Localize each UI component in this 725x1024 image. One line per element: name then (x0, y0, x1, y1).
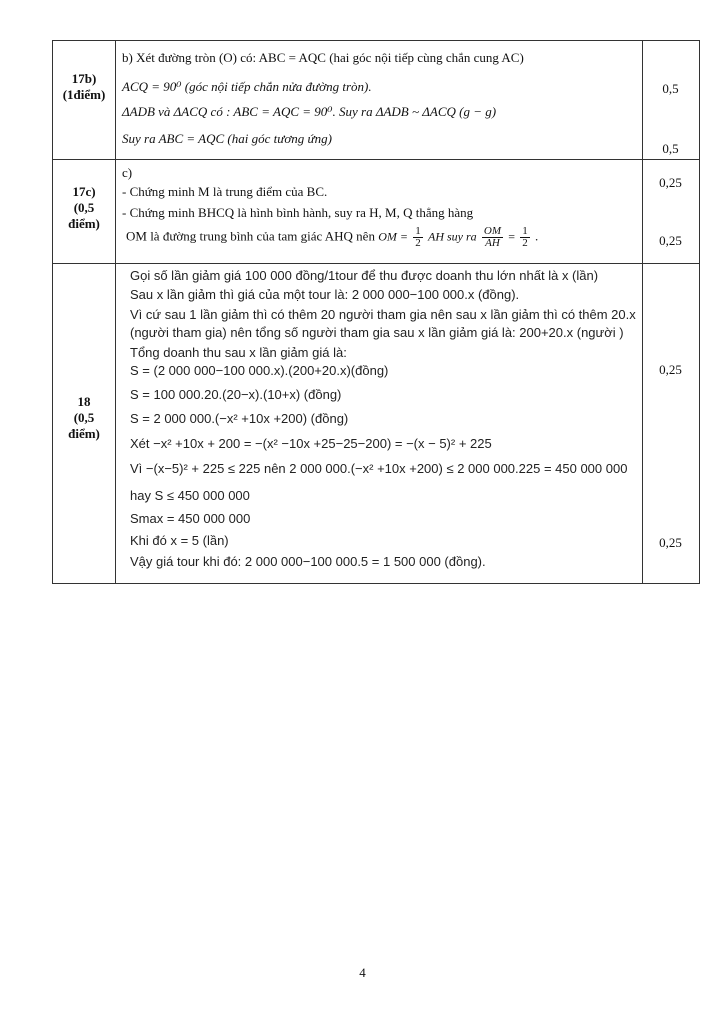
table-row-17c (53, 160, 700, 264)
answer-line: Smax = 450 000 000 (130, 511, 251, 526)
question-number: 17c) (72, 184, 96, 199)
answer-line: (người tham gia) nên tổng số người tham gia sau x lần giảm giá là: 200+20.x (người ) (130, 325, 624, 340)
formula-tail: . (535, 228, 539, 244)
answer-content-17b (116, 41, 643, 160)
formula-equals: = (508, 229, 516, 244)
score-cell-17c (643, 160, 700, 264)
answer-line: c) (122, 165, 133, 180)
answer-line: - Chứng minh BHCQ là hình bình hành, suy ra H, M, Q thẳng hàng (122, 205, 474, 220)
answer-line: Vì cứ sau 1 lần giảm thì có thêm 20 người tham gia nên sau x lần giảm thì có thêm 20.x (130, 307, 636, 322)
formula-lhs: OM = (378, 229, 408, 244)
question-points: (1điểm) (62, 87, 106, 102)
score-value: 0,25 (659, 362, 682, 377)
answer-line: Khi đó x = 5 (lần) (130, 533, 229, 548)
question-points: (0,5 (73, 410, 95, 425)
question-label-17c (53, 160, 116, 264)
answer-line: hay S ≤ 450 000 000 (130, 488, 250, 503)
table-row-17b (53, 41, 700, 160)
answer-formula-line (126, 226, 538, 249)
question-points: (0,5 (73, 200, 95, 215)
formula-mid: AH suy ra (427, 229, 477, 244)
question-number: 17b) (71, 71, 97, 86)
question-label-18 (53, 264, 116, 584)
answer-line: ΔADB và ΔACQ có : ABC = AQC = 90⁰. Suy ra ΔADB ~ ΔACQ (g − g) (122, 104, 497, 119)
score-value: 0,25 (659, 535, 682, 550)
question-number: 18 (77, 394, 91, 409)
answer-table (52, 40, 700, 584)
answer-line: Tổng doanh thu sau x lần giảm giá là: (130, 345, 347, 360)
page-number: 4 (359, 965, 366, 980)
score-cell-17b (643, 41, 700, 160)
score-value: 0,25 (659, 175, 682, 190)
score-value: 0,5 (662, 81, 679, 96)
answer-line: S = 2 000 000.(−x² +10x +200) (đồng) (130, 411, 349, 426)
answer-line: Sau x lần giảm thì giá của một tour là: 2 000 000−100 000.x (đồng). (130, 287, 520, 302)
answer-line: Vì −(x−5)² + 225 ≤ 225 nên 2 000 000.(−x² +10x +200) ≤ 2 000 000.225 = 450 000 000 (130, 461, 628, 476)
answer-line: S = 100 000.20.(20−x).(10+x) (đồng) (130, 387, 342, 402)
question-label-17b (53, 41, 116, 160)
answer-line: ACQ = 90⁰ (góc nội tiếp chắn nửa đường tròn). (122, 79, 372, 94)
fraction-half: $\frac{1}{2}$ (415, 225, 421, 249)
answer-line: Suy ra ABC = AQC (hai góc tương ứng) (122, 131, 332, 146)
answer-content-18 (116, 264, 643, 584)
answer-line: S = (2 000 000−100 000.x).(200+20.x)(đồng) (130, 363, 389, 378)
answer-line: Xét −x² +10x + 200 = −(x² −10x +25−25−200) = −(x − 5)² + 225 (130, 436, 492, 451)
score-value: 0,5 (662, 141, 679, 156)
answer-line: - Chứng minh M là trung điểm của BC. (122, 184, 328, 199)
question-points-unit: điểm) (68, 426, 100, 441)
score-cell-18 (643, 264, 700, 584)
answer-content-17c (116, 160, 643, 264)
table-row-18 (53, 264, 700, 584)
answer-line: b) Xét đường tròn (O) có: ABC = AQC (hai góc nội tiếp cùng chắn cung AC) (122, 50, 524, 65)
fraction-om-ah: $\frac{OM}{AH}$ (483, 225, 502, 249)
fraction-half-result: $\frac{1}{2}$ (522, 225, 528, 249)
answer-line-text: OM là đường trung bình của tam giác AHQ nên (126, 228, 375, 244)
question-points-unit: điểm) (68, 216, 100, 231)
score-value: 0,25 (659, 233, 682, 248)
answer-line: Vậy giá tour khi đó: 2 000 000−100 000.5 = 1 500 000 (đồng). (130, 554, 486, 569)
answer-line: Gọi số lần giảm giá 100 000 đồng/1tour để thu được doanh thu lớn nhất là x (lần) (130, 268, 599, 283)
